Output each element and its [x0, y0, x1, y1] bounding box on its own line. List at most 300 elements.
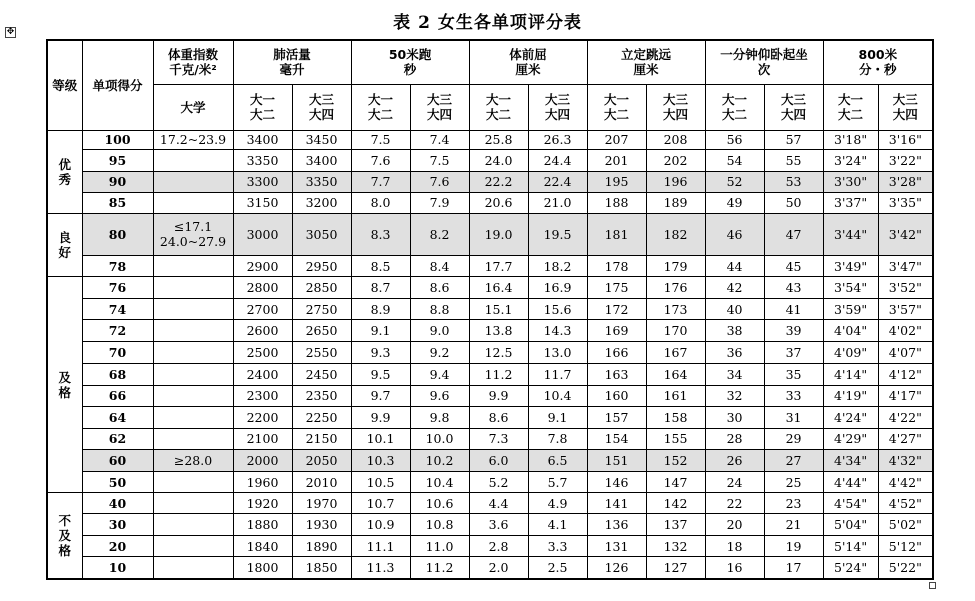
value-cell: 4'27" [878, 428, 933, 449]
value-cell: 8.6 [469, 406, 528, 428]
value-cell: 181 [587, 213, 646, 255]
value-cell: 11.1 [351, 536, 410, 557]
value-cell: 2500 [233, 342, 292, 363]
value-cell: 38 [705, 320, 764, 342]
value-cell: 8.0 [351, 192, 410, 213]
grade-cell: 良 好 [47, 213, 82, 276]
value-cell: 23 [764, 493, 823, 514]
value-cell: 41 [764, 299, 823, 320]
value-cell: 10.9 [351, 514, 410, 536]
bmi-cell [153, 514, 233, 536]
table-row [47, 130, 933, 149]
value-cell: 3'44" [823, 213, 878, 255]
value-cell: 172 [587, 299, 646, 320]
value-cell: 182 [646, 213, 705, 255]
value-cell: 27 [764, 449, 823, 471]
value-cell: 7.4 [410, 130, 469, 149]
header-sit-ups: 一分钟仰卧起坐 次 [705, 40, 823, 84]
value-cell: 9.8 [410, 406, 469, 428]
value-cell: 9.9 [351, 406, 410, 428]
value-cell: 167 [646, 342, 705, 363]
value-cell: 45 [764, 256, 823, 277]
header-jump-year1-2: 大一 大二 [587, 84, 646, 130]
header-run50-year1-2: 大一 大二 [351, 84, 410, 130]
value-cell: 46 [705, 213, 764, 255]
value-cell: 2.8 [469, 536, 528, 557]
score-cell: 66 [82, 385, 153, 406]
value-cell: 2250 [292, 406, 351, 428]
header-run800-year1-2: 大一 大二 [823, 84, 878, 130]
value-cell: 5.2 [469, 471, 528, 492]
bmi-cell [153, 192, 233, 213]
value-cell: 15.1 [469, 299, 528, 320]
value-cell: 21.0 [528, 192, 587, 213]
header-grade: 等级 [47, 40, 82, 130]
value-cell: 1850 [292, 557, 351, 579]
value-cell: 3350 [292, 171, 351, 192]
value-cell: 4'07" [878, 342, 933, 363]
value-cell: 3'35" [878, 192, 933, 213]
value-cell: 43 [764, 277, 823, 299]
value-cell: 9.6 [410, 385, 469, 406]
value-cell: 21 [764, 514, 823, 536]
value-cell: 12.5 [469, 342, 528, 363]
table-row [47, 171, 933, 192]
value-cell: 1800 [233, 557, 292, 579]
value-cell: 2650 [292, 320, 351, 342]
value-cell: 3'30" [823, 171, 878, 192]
value-cell: 178 [587, 256, 646, 277]
table-row [47, 320, 933, 342]
value-cell: 3'57" [878, 299, 933, 320]
value-cell: 161 [646, 385, 705, 406]
value-cell: 163 [587, 363, 646, 385]
value-cell: 2550 [292, 342, 351, 363]
value-cell: 2850 [292, 277, 351, 299]
value-cell: 8.5 [351, 256, 410, 277]
header-jump-year3-4: 大三 大四 [646, 84, 705, 130]
value-cell: 2150 [292, 428, 351, 449]
score-cell: 78 [82, 256, 153, 277]
value-cell: 201 [587, 149, 646, 171]
score-cell: 20 [82, 536, 153, 557]
value-cell: 22.2 [469, 171, 528, 192]
value-cell: 5'22" [878, 557, 933, 579]
value-cell: 10.7 [351, 493, 410, 514]
header-situp-year3-4: 大三 大四 [764, 84, 823, 130]
value-cell: 4'14" [823, 363, 878, 385]
value-cell: 7.5 [410, 149, 469, 171]
value-cell: 9.5 [351, 363, 410, 385]
table-row [47, 363, 933, 385]
value-cell: 47 [764, 213, 823, 255]
value-cell: 3200 [292, 192, 351, 213]
value-cell: 208 [646, 130, 705, 149]
value-cell: 7.3 [469, 428, 528, 449]
table-resize-handle[interactable] [929, 582, 936, 589]
value-cell: 6.5 [528, 449, 587, 471]
value-cell: 8.2 [410, 213, 469, 255]
value-cell: 42 [705, 277, 764, 299]
grade-cell: 优 秀 [47, 130, 82, 213]
value-cell: 11.0 [410, 536, 469, 557]
table-row [47, 449, 933, 471]
value-cell: 22.4 [528, 171, 587, 192]
value-cell: 9.0 [410, 320, 469, 342]
value-cell: 7.5 [351, 130, 410, 149]
value-cell: 31 [764, 406, 823, 428]
value-cell: 3.3 [528, 536, 587, 557]
score-cell: 40 [82, 493, 153, 514]
score-cell: 85 [82, 192, 153, 213]
value-cell: 10.8 [410, 514, 469, 536]
value-cell: 9.7 [351, 385, 410, 406]
value-cell: 2010 [292, 471, 351, 492]
header-vital-capacity: 肺活量 毫升 [233, 40, 351, 84]
value-cell: 7.6 [410, 171, 469, 192]
value-cell: 169 [587, 320, 646, 342]
score-cell: 10 [82, 557, 153, 579]
header-run800-year3-4: 大三 大四 [878, 84, 933, 130]
value-cell: 8.6 [410, 277, 469, 299]
header-vital-year1-2: 大一 大二 [233, 84, 292, 130]
value-cell: 166 [587, 342, 646, 363]
value-cell: 173 [646, 299, 705, 320]
score-cell: 70 [82, 342, 153, 363]
value-cell: 49 [705, 192, 764, 213]
value-cell: 3'42" [878, 213, 933, 255]
grade-cell: 不 及 格 [47, 493, 82, 579]
value-cell: 2700 [233, 299, 292, 320]
value-cell: 158 [646, 406, 705, 428]
value-cell: 50 [764, 192, 823, 213]
value-cell: 5'04" [823, 514, 878, 536]
value-cell: 202 [646, 149, 705, 171]
value-cell: 4'52" [878, 493, 933, 514]
table-row [47, 536, 933, 557]
bmi-cell [153, 256, 233, 277]
value-cell: 36 [705, 342, 764, 363]
value-cell: 7.6 [351, 149, 410, 171]
value-cell: 154 [587, 428, 646, 449]
value-cell: 25.8 [469, 130, 528, 149]
value-cell: 14.3 [528, 320, 587, 342]
value-cell: 33 [764, 385, 823, 406]
value-cell: 3300 [233, 171, 292, 192]
score-cell: 60 [82, 449, 153, 471]
table-row [47, 192, 933, 213]
value-cell: 9.4 [410, 363, 469, 385]
value-cell: 3450 [292, 130, 351, 149]
value-cell: 20 [705, 514, 764, 536]
value-cell: 9.1 [351, 320, 410, 342]
score-cell: 62 [82, 428, 153, 449]
value-cell: 5'24" [823, 557, 878, 579]
value-cell: 155 [646, 428, 705, 449]
value-cell: 137 [646, 514, 705, 536]
value-cell: 8.8 [410, 299, 469, 320]
value-cell: 54 [705, 149, 764, 171]
bmi-cell [153, 385, 233, 406]
value-cell: 195 [587, 171, 646, 192]
value-cell: 2400 [233, 363, 292, 385]
bmi-cell: 17.2~23.9 [153, 130, 233, 149]
bmi-cell [153, 277, 233, 299]
value-cell: 176 [646, 277, 705, 299]
value-cell: 3'49" [823, 256, 878, 277]
value-cell: 2200 [233, 406, 292, 428]
value-cell: 2350 [292, 385, 351, 406]
value-cell: 10.3 [351, 449, 410, 471]
value-cell: 3'28" [878, 171, 933, 192]
score-cell: 50 [82, 471, 153, 492]
value-cell: 179 [646, 256, 705, 277]
value-cell: 52 [705, 171, 764, 192]
value-cell: 2050 [292, 449, 351, 471]
score-cell: 30 [82, 514, 153, 536]
value-cell: 175 [587, 277, 646, 299]
value-cell: 17 [764, 557, 823, 579]
value-cell: 40 [705, 299, 764, 320]
header-bmi: 体重指数 千克/米² [153, 40, 233, 84]
table-move-handle-icon[interactable]: ✥ [6, 27, 15, 37]
value-cell: 160 [587, 385, 646, 406]
table-row [47, 385, 933, 406]
value-cell: 8.4 [410, 256, 469, 277]
value-cell: 4'17" [878, 385, 933, 406]
value-cell: 13.0 [528, 342, 587, 363]
value-cell: 10.6 [410, 493, 469, 514]
value-cell: 16 [705, 557, 764, 579]
value-cell: 35 [764, 363, 823, 385]
value-cell: 9.1 [528, 406, 587, 428]
value-cell: 7.8 [528, 428, 587, 449]
value-cell: 9.3 [351, 342, 410, 363]
value-cell: 196 [646, 171, 705, 192]
value-cell: 4'22" [878, 406, 933, 428]
header-reach-year3-4: 大三 大四 [528, 84, 587, 130]
value-cell: 4'12" [878, 363, 933, 385]
value-cell: 147 [646, 471, 705, 492]
value-cell: 25 [764, 471, 823, 492]
value-cell: 2300 [233, 385, 292, 406]
value-cell: 3'24" [823, 149, 878, 171]
value-cell: 2600 [233, 320, 292, 342]
value-cell: 4.9 [528, 493, 587, 514]
bmi-cell [153, 471, 233, 492]
value-cell: 44 [705, 256, 764, 277]
value-cell: 10.1 [351, 428, 410, 449]
header-50m-run: 50米跑 秒 [351, 40, 469, 84]
value-cell: 39 [764, 320, 823, 342]
value-cell: 1880 [233, 514, 292, 536]
header-score: 单项得分 [82, 40, 153, 130]
value-cell: 16.4 [469, 277, 528, 299]
value-cell: 4'54" [823, 493, 878, 514]
value-cell: 2000 [233, 449, 292, 471]
value-cell: 2900 [233, 256, 292, 277]
value-cell: 6.0 [469, 449, 528, 471]
value-cell: 2450 [292, 363, 351, 385]
value-cell: 15.6 [528, 299, 587, 320]
value-cell: 170 [646, 320, 705, 342]
value-cell: 8.3 [351, 213, 410, 255]
value-cell: 24.4 [528, 149, 587, 171]
header-standing-long-jump: 立定跳远 厘米 [587, 40, 705, 84]
value-cell: 2750 [292, 299, 351, 320]
value-cell: 4'29" [823, 428, 878, 449]
value-cell: 4'32" [878, 449, 933, 471]
value-cell: 56 [705, 130, 764, 149]
value-cell: 10.4 [528, 385, 587, 406]
score-cell: 95 [82, 149, 153, 171]
value-cell: 207 [587, 130, 646, 149]
value-cell: 4'24" [823, 406, 878, 428]
value-cell: 136 [587, 514, 646, 536]
value-cell: 132 [646, 536, 705, 557]
value-cell: 26 [705, 449, 764, 471]
table-row [47, 256, 933, 277]
table-row [47, 406, 933, 428]
value-cell: 7.7 [351, 171, 410, 192]
value-cell: 126 [587, 557, 646, 579]
value-cell: 11.7 [528, 363, 587, 385]
table-row [47, 149, 933, 171]
value-cell: 13.8 [469, 320, 528, 342]
value-cell: 22 [705, 493, 764, 514]
value-cell: 18 [705, 536, 764, 557]
header-reach-year1-2: 大一 大二 [469, 84, 528, 130]
value-cell: 28 [705, 428, 764, 449]
score-cell: 72 [82, 320, 153, 342]
bmi-cell [153, 342, 233, 363]
table-row [47, 428, 933, 449]
table-row [47, 277, 933, 299]
value-cell: 20.6 [469, 192, 528, 213]
score-cell: 64 [82, 406, 153, 428]
value-cell: 3'47" [878, 256, 933, 277]
score-cell: 74 [82, 299, 153, 320]
header-run50-year3-4: 大三 大四 [410, 84, 469, 130]
value-cell: 9.2 [410, 342, 469, 363]
value-cell: 1960 [233, 471, 292, 492]
score-cell: 100 [82, 130, 153, 149]
value-cell: 37 [764, 342, 823, 363]
table-row [47, 471, 933, 492]
table-title: 表 2 女生各单项评分表 [393, 13, 582, 33]
value-cell: 11.2 [469, 363, 528, 385]
value-cell: 19.5 [528, 213, 587, 255]
value-cell: 1970 [292, 493, 351, 514]
score-table [46, 39, 934, 580]
value-cell: 17.7 [469, 256, 528, 277]
score-cell: 68 [82, 363, 153, 385]
value-cell: 3'16" [878, 130, 933, 149]
value-cell: 4'34" [823, 449, 878, 471]
bmi-cell [153, 536, 233, 557]
bmi-cell: ≥28.0 [153, 449, 233, 471]
value-cell: 16.9 [528, 277, 587, 299]
value-cell: 141 [587, 493, 646, 514]
value-cell: 3'18" [823, 130, 878, 149]
value-cell: 3150 [233, 192, 292, 213]
bmi-cell [153, 149, 233, 171]
grade-cell: 及 格 [47, 277, 82, 493]
header-sit-and-reach: 体前屈 厘米 [469, 40, 587, 84]
header-bmi-university: 大学 [153, 84, 233, 130]
value-cell: 3.6 [469, 514, 528, 536]
table-row [47, 342, 933, 363]
table-row [47, 213, 933, 255]
header-vital-year3-4: 大三 大四 [292, 84, 351, 130]
value-cell: 127 [646, 557, 705, 579]
value-cell: 4'44" [823, 471, 878, 492]
value-cell: 142 [646, 493, 705, 514]
bmi-cell [153, 320, 233, 342]
value-cell: 57 [764, 130, 823, 149]
value-cell: 5'02" [878, 514, 933, 536]
value-cell: 3050 [292, 213, 351, 255]
value-cell: 151 [587, 449, 646, 471]
value-cell: 3400 [233, 130, 292, 149]
value-cell: 24 [705, 471, 764, 492]
bmi-cell [153, 299, 233, 320]
value-cell: 3'52" [878, 277, 933, 299]
value-cell: 9.9 [469, 385, 528, 406]
bmi-cell: ≤17.1 24.0~27.9 [153, 213, 233, 255]
value-cell: 4'42" [878, 471, 933, 492]
table-row [47, 514, 933, 536]
value-cell: 3350 [233, 149, 292, 171]
value-cell: 10.4 [410, 471, 469, 492]
value-cell: 1890 [292, 536, 351, 557]
value-cell: 11.2 [410, 557, 469, 579]
value-cell: 7.9 [410, 192, 469, 213]
value-cell: 3000 [233, 213, 292, 255]
value-cell: 1840 [233, 536, 292, 557]
table-row [47, 493, 933, 514]
bmi-cell [153, 428, 233, 449]
bmi-cell [153, 363, 233, 385]
value-cell: 4.1 [528, 514, 587, 536]
value-cell: 5.7 [528, 471, 587, 492]
value-cell: 19.0 [469, 213, 528, 255]
value-cell: 2950 [292, 256, 351, 277]
value-cell: 19 [764, 536, 823, 557]
header-800m-run: 800米 分・秒 [823, 40, 933, 84]
value-cell: 32 [705, 385, 764, 406]
value-cell: 5'12" [878, 536, 933, 557]
score-cell: 80 [82, 213, 153, 255]
value-cell: 4.4 [469, 493, 528, 514]
value-cell: 10.5 [351, 471, 410, 492]
value-cell: 3'59" [823, 299, 878, 320]
value-cell: 10.2 [410, 449, 469, 471]
value-cell: 26.3 [528, 130, 587, 149]
value-cell: 55 [764, 149, 823, 171]
value-cell: 34 [705, 363, 764, 385]
value-cell: 3'37" [823, 192, 878, 213]
value-cell: 10.0 [410, 428, 469, 449]
value-cell: 2.0 [469, 557, 528, 579]
value-cell: 4'19" [823, 385, 878, 406]
bmi-cell [153, 557, 233, 579]
value-cell: 18.2 [528, 256, 587, 277]
value-cell: 8.9 [351, 299, 410, 320]
header-situp-year1-2: 大一 大二 [705, 84, 764, 130]
value-cell: 11.3 [351, 557, 410, 579]
score-cell: 90 [82, 171, 153, 192]
